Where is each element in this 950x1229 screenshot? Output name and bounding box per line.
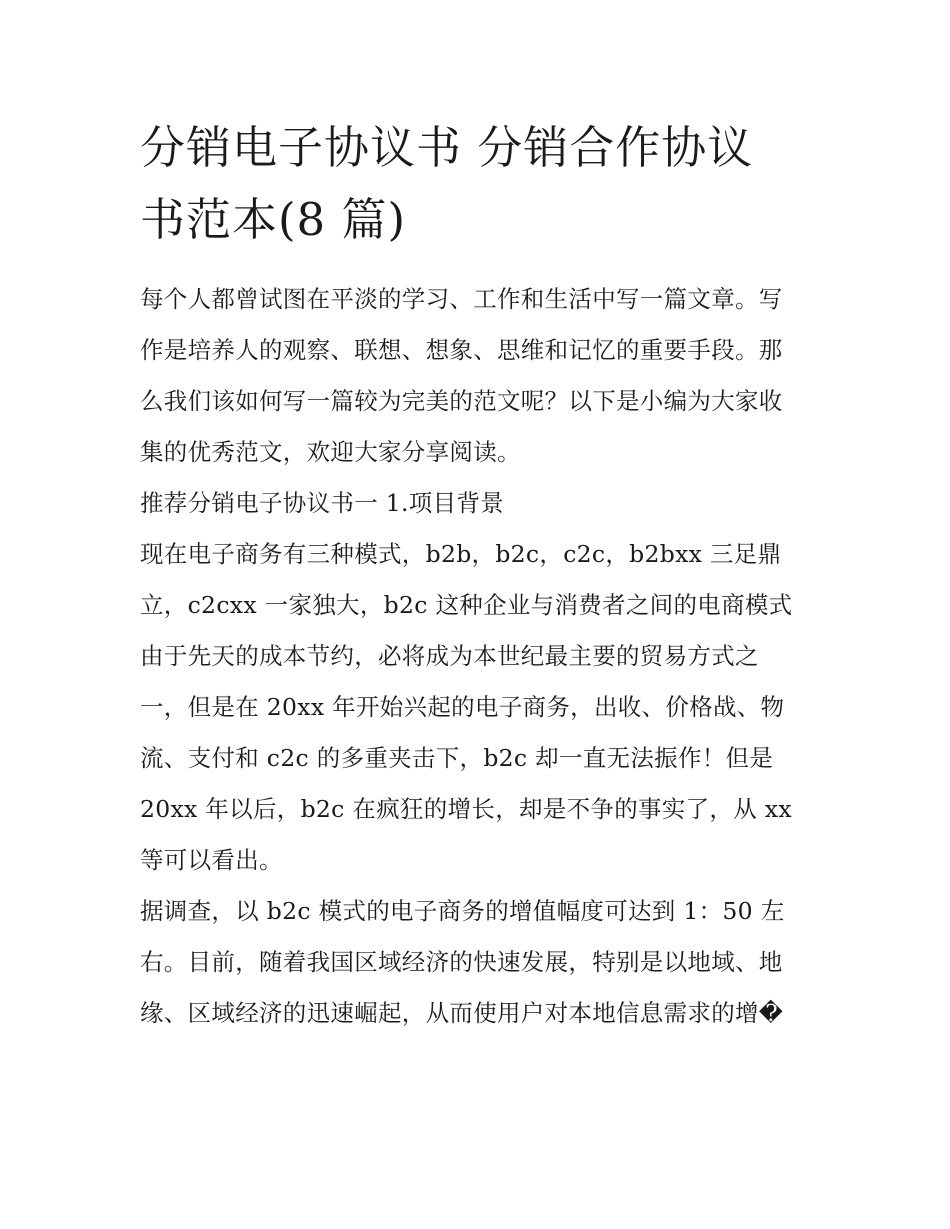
body-line: 集的优秀范文，欢迎大家分享阅读。 (140, 438, 521, 466)
body-line: 流、支付和 c2c 的多重夹击下，b2c 却一直无法振作！但是 (140, 744, 774, 772)
title-line: 分销电子协议书 分销合作协议 (140, 121, 754, 174)
body-line: 右。目前，随着我国区域经济的快速发展，特别是以地域、地 (140, 948, 783, 976)
body-line: 作是培养人的观察、联想、想象、思维和记忆的重要手段。那 (140, 336, 783, 364)
body-line: 立，c2cxx 一家独大，b2c 这种企业与消费者之间的电商模式 (140, 591, 793, 619)
body-line: 由于先天的成本节约，必将成为本世纪最主要的贸易方式之 (140, 642, 759, 670)
document-content (140, 112, 815, 1039)
body-line: 据调查，以 b2c 模式的电子商务的增值幅度可达到 1：50 左 (140, 897, 785, 925)
body-line: 等可以看出。 (140, 846, 283, 874)
section-heading: 推荐分销电子协议书一 1.项目背景 (140, 489, 504, 517)
body-line: 么我们该如何写一篇较为完美的范文呢？以下是小编为大家收 (140, 387, 783, 415)
body-line: 每个人都曾试图在平淡的学习、工作和生活中写一篇文章。写 (140, 285, 783, 313)
body-line: 20xx 年以后，b2c 在疯狂的增长，却是不争的事实了，从 xx (140, 795, 792, 823)
document-body (140, 274, 815, 1039)
body-line: 缘、区域经济的迅速崛起，从而使用户对本地信息需求的增� (140, 999, 784, 1027)
body-line: 一，但是在 20xx 年开始兴起的电子商务，出收、价格战、物 (140, 693, 785, 721)
title-line: 书范本(8 篇) (140, 193, 407, 246)
body-line: 现在电子商务有三种模式，b2b，b2c，c2c，b2bxx 三足鼎 (140, 540, 782, 568)
document-title (140, 112, 815, 256)
